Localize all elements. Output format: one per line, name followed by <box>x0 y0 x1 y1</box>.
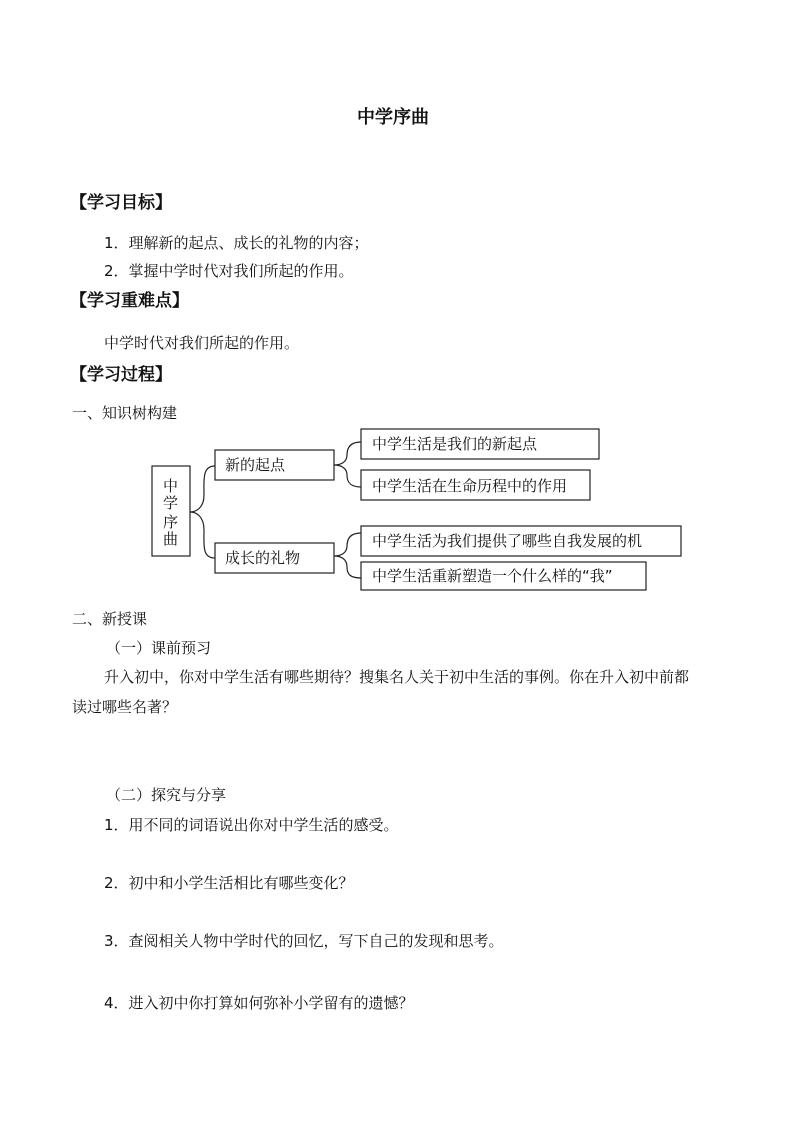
tree-root-char: 学 <box>163 494 179 512</box>
preview-text: 读过哪些名著？ <box>72 698 178 716</box>
leaf-label: 中学生活重新塑造一个什么样的“我” <box>372 567 613 585</box>
explore-question: 1．用不同的词语说出你对中学生活的感受。 <box>104 816 399 834</box>
explore-heading: （二）探究与分享 <box>106 786 227 804</box>
branch-label: 新的起点 <box>225 456 286 474</box>
branch2-brace <box>334 533 361 578</box>
explore-question: 3．查阅相关人物中学时代的回忆，写下自己的发现和思考。 <box>104 932 504 950</box>
leaf-label: 中学生活在生命历程中的作用 <box>372 477 568 495</box>
section-new-lesson: 二、新授课 <box>72 610 148 628</box>
goal-item: 1．理解新的起点、成长的礼物的内容； <box>104 234 369 252</box>
explore-question: 2．初中和小学生活相比有哪些变化？ <box>104 874 354 892</box>
goals-heading: 【学习目标】 <box>70 193 172 213</box>
leaf-label: 中学生活为我们提供了哪些自我发展的机 <box>372 532 643 550</box>
keypoints-heading: 【学习重难点】 <box>70 291 189 311</box>
tree-root-char: 中 <box>163 477 179 495</box>
leaf-label: 中学生活是我们的新起点 <box>372 435 538 453</box>
preview-heading: （一）课前预习 <box>106 639 212 657</box>
tree-root-char: 序 <box>163 513 179 531</box>
branch1-brace <box>334 442 361 487</box>
tree-root-char: 曲 <box>163 530 179 548</box>
goal-item: 2．掌握中学时代对我们所起的作用。 <box>104 262 354 280</box>
root-brace <box>190 466 215 558</box>
explore-question: 4．进入初中你打算如何弥补小学留有的遗憾？ <box>104 994 414 1012</box>
preview-text: 升入初中，你对中学生活有哪些期待？搜集名人关于初中生活的事例。你在升入初中前都 <box>104 668 690 686</box>
page-title: 中学序曲 <box>357 107 429 128</box>
keypoints-text: 中学时代对我们所起的作用。 <box>104 334 300 352</box>
branch-label: 成长的礼物 <box>225 549 301 567</box>
process-heading: 【学习过程】 <box>70 365 172 385</box>
section-knowledge-tree: 一、知识树构建 <box>72 404 178 422</box>
